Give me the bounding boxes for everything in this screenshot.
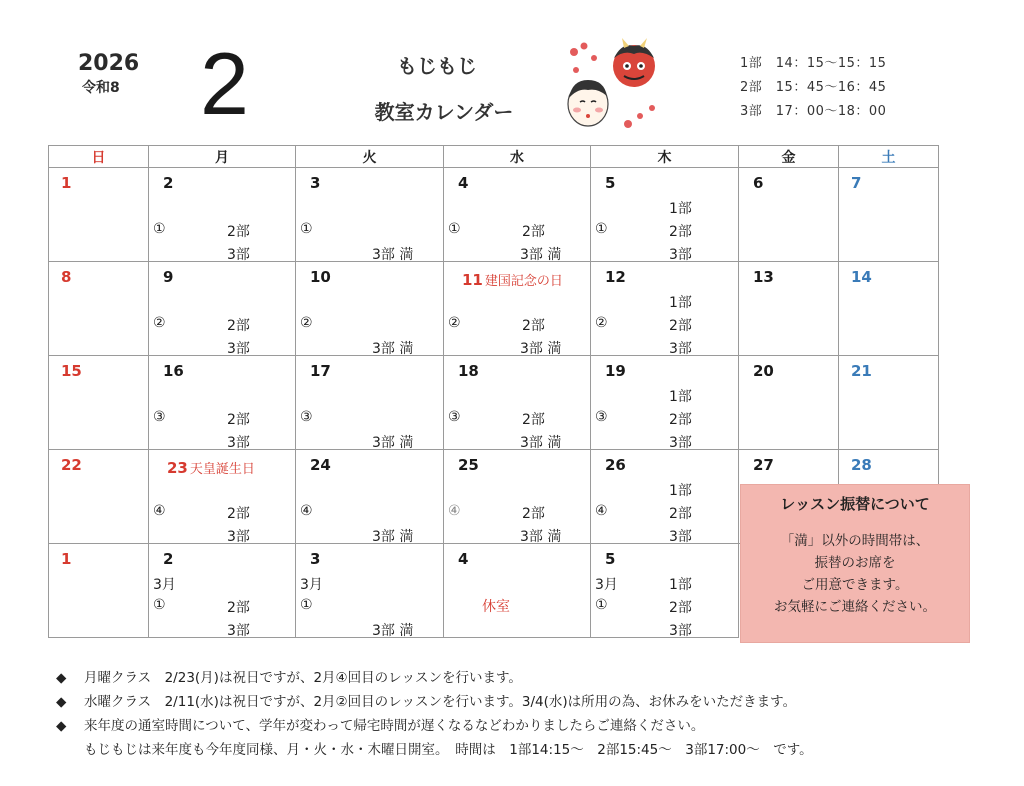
date-number: 4 <box>458 174 469 192</box>
date-number: 25 <box>458 456 479 474</box>
lesson-count: ① <box>595 597 608 613</box>
date-number: 12 <box>605 268 626 286</box>
date-number: 6 <box>753 174 764 192</box>
lesson-count: ① <box>153 221 166 237</box>
month-label: 3月 <box>300 577 323 593</box>
day-cell-sun <box>49 262 149 356</box>
period-2: 2部 <box>227 412 250 428</box>
period-2: 2部 <box>522 224 545 240</box>
day-cell-mon <box>149 262 296 356</box>
period-3-full: 3部 満 <box>372 529 414 545</box>
date-number: 3 <box>310 550 321 568</box>
diamond-bullet-icon: ◆ <box>56 670 67 686</box>
date-number: 7 <box>851 174 862 192</box>
notice-line: 「満」以外の時間帯は、 <box>780 533 930 549</box>
week-row <box>49 356 939 450</box>
date-number: 3 <box>310 174 321 192</box>
period-2: 2部 <box>669 600 692 616</box>
date-number: 2 <box>163 174 174 192</box>
date-number: 21 <box>851 362 872 380</box>
day-cell-sun <box>49 168 149 262</box>
date-number: 2 <box>163 550 174 568</box>
period-3-full: 3部 満 <box>372 341 414 357</box>
date-number: 18 <box>458 362 479 380</box>
lesson-count: ④ <box>595 503 608 519</box>
holiday-label <box>462 270 563 289</box>
date-number: 10 <box>310 268 331 286</box>
day-cell-wed <box>444 544 591 638</box>
diamond-bullet-icon: ◆ <box>56 718 67 734</box>
date-number: 26 <box>605 456 626 474</box>
oni-demon-icon <box>613 38 655 87</box>
day-cell-sun <box>49 356 149 450</box>
lesson-count: ① <box>153 597 166 613</box>
period-3-full: 3部 満 <box>520 529 562 545</box>
period-2: 2部 <box>522 318 545 334</box>
holiday-name: 天皇誕生日 <box>189 462 255 477</box>
lesson-count: ① <box>300 221 313 237</box>
day-cell-tue <box>296 544 444 638</box>
day-cell-mon <box>149 356 296 450</box>
date-number: 16 <box>163 362 184 380</box>
calendar-title: 教室カレンダー <box>374 100 514 124</box>
note-text: 水曜クラス 2/11(水)は祝日ですが、2月②回目のレッスンを行います。3/4(水)は所用の為、お休みをいただきます。 <box>84 694 797 710</box>
date-number: 11 <box>462 271 483 289</box>
notice-line: 振替のお席を <box>814 555 896 571</box>
week-row <box>49 262 939 356</box>
day-cell-fri <box>739 168 839 262</box>
day-cell-mon <box>149 168 296 262</box>
day-cell-wed <box>444 356 591 450</box>
period-3-full: 3部 満 <box>520 247 562 263</box>
session-1-time: 1部 14：15〜15：15 <box>740 56 887 71</box>
date-number: 19 <box>605 362 626 380</box>
note-continuation: もじもじは来年度も今年度同様、月・火・水・木曜日開室。 時間は 1部14:15〜 2部15:45〜 3部17:00〜 です。 <box>84 742 813 758</box>
lesson-count: ④ <box>153 503 166 519</box>
day-cell-sat <box>839 168 939 262</box>
setsubun-illustration <box>562 36 672 136</box>
period-3-full: 3部 満 <box>372 247 414 263</box>
day-cell-sat <box>839 262 939 356</box>
lesson-count: ② <box>448 315 461 331</box>
era-year: 令和8 <box>82 80 120 96</box>
period-1: 1部 <box>669 201 692 217</box>
period-3: 3部 <box>227 435 250 451</box>
period-3: 3部 <box>227 341 250 357</box>
weekday-mon: 月 <box>149 146 296 168</box>
week-row <box>49 168 939 262</box>
date-number: 9 <box>163 268 174 286</box>
period-3-full: 3部 満 <box>520 435 562 451</box>
date-number: 1 <box>61 550 72 568</box>
note-text: 来年度の通室時間について、学年が変わって帰宅時間が遅くなるなどわかりましたらご連絡ください。 <box>84 718 705 734</box>
period-3-full: 3部 満 <box>520 341 562 357</box>
notice-body <box>741 530 969 618</box>
session-3-time: 3部 17：00〜18：00 <box>740 104 887 119</box>
day-cell-mon <box>149 450 296 544</box>
day-cell-thu <box>591 544 739 638</box>
period-3: 3部 <box>669 341 692 357</box>
lesson-count: ③ <box>595 409 608 425</box>
day-cell-wed <box>444 168 591 262</box>
lesson-count: ③ <box>448 409 461 425</box>
period-3: 3部 <box>669 529 692 545</box>
period-2: 2部 <box>669 412 692 428</box>
period-3: 3部 <box>227 529 250 545</box>
period-2: 2部 <box>669 506 692 522</box>
day-cell-tue <box>296 262 444 356</box>
weekday-sat: 土 <box>839 146 939 168</box>
month-label: 3月 <box>153 577 176 593</box>
day-cell-wed <box>444 262 591 356</box>
day-cell-thu <box>591 262 739 356</box>
weekday-wed: 水 <box>444 146 591 168</box>
lesson-count: ② <box>595 315 608 331</box>
school-name: もじもじ <box>397 54 477 78</box>
session-2-time: 2部 15：45〜16：45 <box>740 80 887 95</box>
period-2: 2部 <box>522 412 545 428</box>
period-2: 2部 <box>227 318 250 334</box>
period-3-full: 3部 満 <box>372 435 414 451</box>
month-label: 3月 <box>595 577 618 593</box>
lesson-count: ③ <box>153 409 166 425</box>
date-number: 5 <box>605 550 616 568</box>
period-3: 3部 <box>669 435 692 451</box>
date-number: 20 <box>753 362 774 380</box>
notice-line: お気軽にご連絡ください。 <box>774 599 936 615</box>
day-cell-tue <box>296 450 444 544</box>
day-cell-tue <box>296 168 444 262</box>
period-2: 2部 <box>669 224 692 240</box>
notes-section <box>56 666 813 762</box>
period-2: 2部 <box>227 224 250 240</box>
date-number: 13 <box>753 268 774 286</box>
period-2: 2部 <box>522 506 545 522</box>
day-cell-thu <box>591 450 739 544</box>
lesson-count: ① <box>300 597 313 613</box>
weekday-header-row <box>49 146 939 168</box>
date-number: 24 <box>310 456 331 474</box>
period-1: 1部 <box>669 577 692 593</box>
day-cell-sun <box>49 544 149 638</box>
month-number: 2 <box>200 34 249 133</box>
day-cell-fri <box>739 262 839 356</box>
day-cell-mon <box>149 544 296 638</box>
weekday-fri: 金 <box>739 146 839 168</box>
lesson-count: ④ <box>300 503 313 519</box>
period-1: 1部 <box>669 483 692 499</box>
note-item <box>56 666 813 690</box>
day-cell-sun <box>49 450 149 544</box>
date-number: 8 <box>61 268 72 286</box>
date-number: 14 <box>851 268 872 286</box>
holiday-name: 建国記念の日 <box>484 274 563 289</box>
session-times <box>740 52 886 124</box>
period-2: 2部 <box>227 600 250 616</box>
day-cell-thu <box>591 356 739 450</box>
date-number: 23 <box>167 459 188 477</box>
lesson-count: ④ <box>448 503 461 519</box>
closed-label: 休室 <box>482 599 510 615</box>
period-1: 1部 <box>669 295 692 311</box>
notice-line: ご用意できます。 <box>801 577 909 593</box>
notice-heading: レッスン振替について <box>780 495 930 513</box>
day-cell-sat <box>839 356 939 450</box>
note-item <box>56 690 813 714</box>
date-number: 5 <box>605 174 616 192</box>
year: 2026 <box>78 51 140 76</box>
note-text: 月曜クラス 2/23(月)は祝日ですが、2月④回目のレッスンを行います。 <box>84 670 522 686</box>
date-number: 17 <box>310 362 331 380</box>
lesson-count: ① <box>595 221 608 237</box>
otafuku-face-icon <box>568 80 608 126</box>
lesson-count: ② <box>153 315 166 331</box>
diamond-bullet-icon: ◆ <box>56 694 67 710</box>
period-2: 2部 <box>227 506 250 522</box>
weekday-tue: 火 <box>296 146 444 168</box>
date-number: 27 <box>753 456 774 474</box>
day-cell-fri <box>739 356 839 450</box>
date-number: 22 <box>61 456 82 474</box>
date-number: 15 <box>61 362 82 380</box>
period-3: 3部 <box>227 247 250 263</box>
lesson-count: ① <box>448 221 461 237</box>
period-2: 2部 <box>669 318 692 334</box>
holiday-label <box>167 458 255 477</box>
makeup-lesson-notice <box>740 484 970 643</box>
day-cell-tue <box>296 356 444 450</box>
note-item <box>56 714 813 738</box>
period-3: 3部 <box>227 623 250 639</box>
day-cell-thu <box>591 168 739 262</box>
weekday-sun: 日 <box>49 146 149 168</box>
day-cell-wed <box>444 450 591 544</box>
period-3-full: 3部 満 <box>372 623 414 639</box>
lesson-count: ③ <box>300 409 313 425</box>
period-3: 3部 <box>669 623 692 639</box>
period-3: 3部 <box>669 247 692 263</box>
date-number: 4 <box>458 550 469 568</box>
date-number: 1 <box>61 174 72 192</box>
period-1: 1部 <box>669 389 692 405</box>
lesson-count: ② <box>300 315 313 331</box>
date-number: 28 <box>851 456 872 474</box>
weekday-thu: 木 <box>591 146 739 168</box>
